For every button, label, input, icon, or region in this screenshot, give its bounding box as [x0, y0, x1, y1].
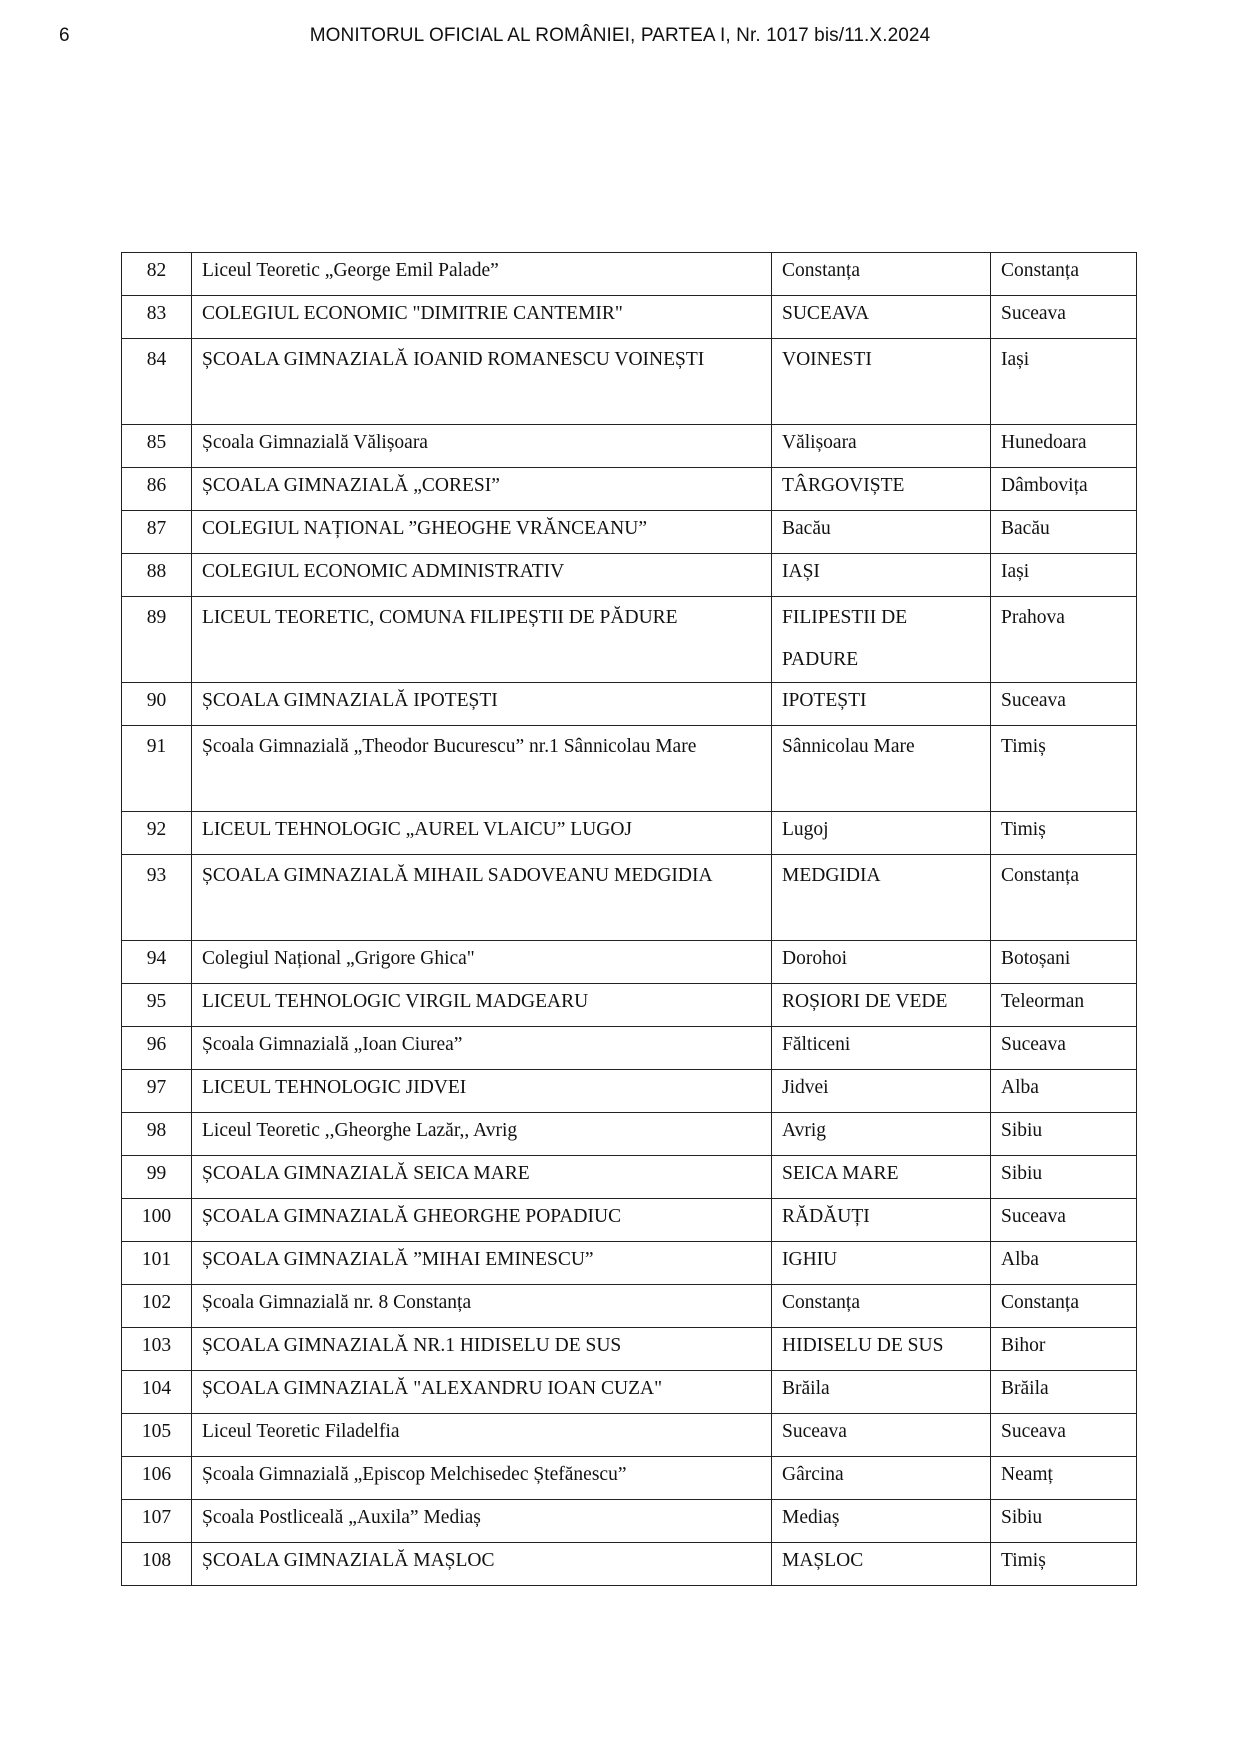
locality-cell: FILIPESTII DE PADURE [772, 597, 991, 683]
row-number-cell: 90 [122, 683, 192, 726]
county-cell: Botoșani [991, 941, 1137, 984]
county-cell: Suceava [991, 1199, 1137, 1242]
locality-cell: Gârcina [772, 1457, 991, 1500]
table-row [122, 296, 1137, 339]
table-row [122, 941, 1137, 984]
schools-table [121, 252, 1137, 1586]
row-number-cell: 94 [122, 941, 192, 984]
row-number-cell: 95 [122, 984, 192, 1027]
county-cell: Bacău [991, 511, 1137, 554]
locality-cell: IGHIU [772, 1242, 991, 1285]
table-row [122, 1328, 1137, 1371]
locality-cell: Sânnicolau Mare [772, 726, 991, 812]
school-name-cell: Liceul Teoretic „George Emil Palade” [192, 253, 772, 296]
table-row [122, 1070, 1137, 1113]
school-name-cell: ȘCOALA GIMNAZIALĂ MIHAIL SADOVEANU MEDGIDIA [192, 855, 772, 941]
school-name-cell: ȘCOALA GIMNAZIALĂ NR.1 HIDISELU DE SUS [192, 1328, 772, 1371]
locality-cell: SEICA MARE [772, 1156, 991, 1199]
county-cell: Sibiu [991, 1113, 1137, 1156]
locality-cell: Dorohoi [772, 941, 991, 984]
table-row [122, 1371, 1137, 1414]
locality-cell: HIDISELU DE SUS [772, 1328, 991, 1371]
county-cell: Teleorman [991, 984, 1137, 1027]
row-number-cell: 104 [122, 1371, 192, 1414]
school-name-cell: Școala Gimnazială Vălișoara [192, 425, 772, 468]
school-name-cell: COLEGIUL NAȚIONAL ”GHEOGHE VRĂNCEANU” [192, 511, 772, 554]
table-row [122, 468, 1137, 511]
county-cell: Iași [991, 339, 1137, 425]
locality-cell: IPOTEȘTI [772, 683, 991, 726]
row-number-cell: 108 [122, 1543, 192, 1586]
locality-cell: Vălișoara [772, 425, 991, 468]
school-name-cell: Școala Gimnazială „Theodor Bucurescu” nr.1 Sânnicolau Mare [192, 726, 772, 812]
county-cell: Timiș [991, 726, 1137, 812]
school-name-cell: COLEGIUL ECONOMIC ADMINISTRATIV [192, 554, 772, 597]
school-name-cell: ȘCOALA GIMNAZIALĂ GHEORGHE POPADIUC [192, 1199, 772, 1242]
county-cell: Hunedoara [991, 425, 1137, 468]
table-row [122, 1156, 1137, 1199]
locality-cell: Mediaș [772, 1500, 991, 1543]
locality-cell: Bacău [772, 511, 991, 554]
county-cell: Suceava [991, 1027, 1137, 1070]
table-row [122, 984, 1137, 1027]
county-cell: Prahova [991, 597, 1137, 683]
locality-cell: Suceava [772, 1414, 991, 1457]
locality-cell: Avrig [772, 1113, 991, 1156]
row-number-cell: 87 [122, 511, 192, 554]
locality-cell: Constanța [772, 1285, 991, 1328]
school-name-cell: ȘCOALA GIMNAZIALĂ "ALEXANDRU IOAN CUZA" [192, 1371, 772, 1414]
row-number-cell: 86 [122, 468, 192, 511]
row-number-cell: 103 [122, 1328, 192, 1371]
row-number-cell: 106 [122, 1457, 192, 1500]
school-name-cell: Liceul Teoretic ,,Gheorghe Lazăr,, Avrig [192, 1113, 772, 1156]
row-number-cell: 91 [122, 726, 192, 812]
table-row [122, 1457, 1137, 1500]
county-cell: Timiș [991, 812, 1137, 855]
county-cell: Dâmbovița [991, 468, 1137, 511]
row-number-cell: 102 [122, 1285, 192, 1328]
row-number-cell: 93 [122, 855, 192, 941]
county-cell: Constanța [991, 855, 1137, 941]
row-number-cell: 99 [122, 1156, 192, 1199]
school-name-cell: Școala Gimnazială nr. 8 Constanța [192, 1285, 772, 1328]
table-row [122, 1500, 1137, 1543]
school-name-cell: COLEGIUL ECONOMIC "DIMITRIE CANTEMIR" [192, 296, 772, 339]
row-number-cell: 85 [122, 425, 192, 468]
locality-cell: Jidvei [772, 1070, 991, 1113]
school-name-cell: LICEUL TEORETIC, COMUNA FILIPEȘTII DE PĂDURE [192, 597, 772, 683]
school-name-cell: Colegiul Național „Grigore Ghica" [192, 941, 772, 984]
locality-cell: IAȘI [772, 554, 991, 597]
county-cell: Alba [991, 1242, 1137, 1285]
county-cell: Constanța [991, 253, 1137, 296]
county-cell: Suceava [991, 683, 1137, 726]
school-name-cell: ȘCOALA GIMNAZIALĂ „CORESI” [192, 468, 772, 511]
table-row [122, 855, 1137, 941]
locality-cell: MAȘLOC [772, 1543, 991, 1586]
row-number-cell: 92 [122, 812, 192, 855]
row-number-cell: 98 [122, 1113, 192, 1156]
county-cell: Alba [991, 1070, 1137, 1113]
county-cell: Neamț [991, 1457, 1137, 1500]
county-cell: Sibiu [991, 1156, 1137, 1199]
locality-cell: RĂDĂUȚI [772, 1199, 991, 1242]
table-row [122, 812, 1137, 855]
table-row [122, 683, 1137, 726]
locality-cell: ROȘIORI DE VEDE [772, 984, 991, 1027]
table-row [122, 1414, 1137, 1457]
table-row [122, 511, 1137, 554]
county-cell: Sibiu [991, 1500, 1137, 1543]
county-cell: Bihor [991, 1328, 1137, 1371]
school-name-cell: Școala Gimnazială „Ioan Ciurea” [192, 1027, 772, 1070]
county-cell: Brăila [991, 1371, 1137, 1414]
locality-cell: VOINESTI [772, 339, 991, 425]
school-name-cell: Școala Gimnazială „Episcop Melchisedec Ștefănescu” [192, 1457, 772, 1500]
table-row [122, 1543, 1137, 1586]
row-number-cell: 101 [122, 1242, 192, 1285]
schools-table-body [122, 253, 1137, 1586]
table-row [122, 253, 1137, 296]
table-row [122, 339, 1137, 425]
county-cell: Iași [991, 554, 1137, 597]
county-cell: Timiș [991, 1543, 1137, 1586]
row-number-cell: 100 [122, 1199, 192, 1242]
locality-cell: TÂRGOVIȘTE [772, 468, 991, 511]
row-number-cell: 82 [122, 253, 192, 296]
table-row [122, 726, 1137, 812]
school-name-cell: ȘCOALA GIMNAZIALĂ ”MIHAI EMINESCU” [192, 1242, 772, 1285]
school-name-cell: ȘCOALA GIMNAZIALĂ SEICA MARE [192, 1156, 772, 1199]
school-name-cell: Liceul Teoretic Filadelfia [192, 1414, 772, 1457]
locality-cell: Brăila [772, 1371, 991, 1414]
school-name-cell: ȘCOALA GIMNAZIALĂ IOANID ROMANESCU VOINEȘTI [192, 339, 772, 425]
table-row [122, 1199, 1137, 1242]
page-header-title: MONITORUL OFICIAL AL ROMÂNIEI, PARTEA I, Nr. 1017 bis/11.X.2024 [309, 25, 931, 46]
school-name-cell: ȘCOALA GIMNAZIALĂ IPOTEȘTI [192, 683, 772, 726]
table-row [122, 1027, 1137, 1070]
page-number: 6 [59, 25, 70, 46]
school-name-cell: LICEUL TEHNOLOGIC „AUREL VLAICU” LUGOJ [192, 812, 772, 855]
county-cell: Constanța [991, 1285, 1137, 1328]
table-row [122, 1242, 1137, 1285]
table-row [122, 554, 1137, 597]
school-name-cell: ȘCOALA GIMNAZIALĂ MAȘLOC [192, 1543, 772, 1586]
county-cell: Suceava [991, 1414, 1137, 1457]
county-cell: Suceava [991, 296, 1137, 339]
table-row [122, 425, 1137, 468]
table-row [122, 597, 1137, 683]
row-number-cell: 97 [122, 1070, 192, 1113]
table-row [122, 1113, 1137, 1156]
row-number-cell: 107 [122, 1500, 192, 1543]
school-name-cell: LICEUL TEHNOLOGIC JIDVEI [192, 1070, 772, 1113]
locality-cell: Fălticeni [772, 1027, 991, 1070]
row-number-cell: 96 [122, 1027, 192, 1070]
locality-cell: Constanța [772, 253, 991, 296]
school-name-cell: LICEUL TEHNOLOGIC VIRGIL MADGEARU [192, 984, 772, 1027]
row-number-cell: 105 [122, 1414, 192, 1457]
table-row [122, 1285, 1137, 1328]
locality-cell: SUCEAVA [772, 296, 991, 339]
school-name-cell: Școala Postliceală „Auxila” Mediaș [192, 1500, 772, 1543]
row-number-cell: 83 [122, 296, 192, 339]
row-number-cell: 88 [122, 554, 192, 597]
row-number-cell: 84 [122, 339, 192, 425]
row-number-cell: 89 [122, 597, 192, 683]
locality-cell: Lugoj [772, 812, 991, 855]
locality-cell: MEDGIDIA [772, 855, 991, 941]
